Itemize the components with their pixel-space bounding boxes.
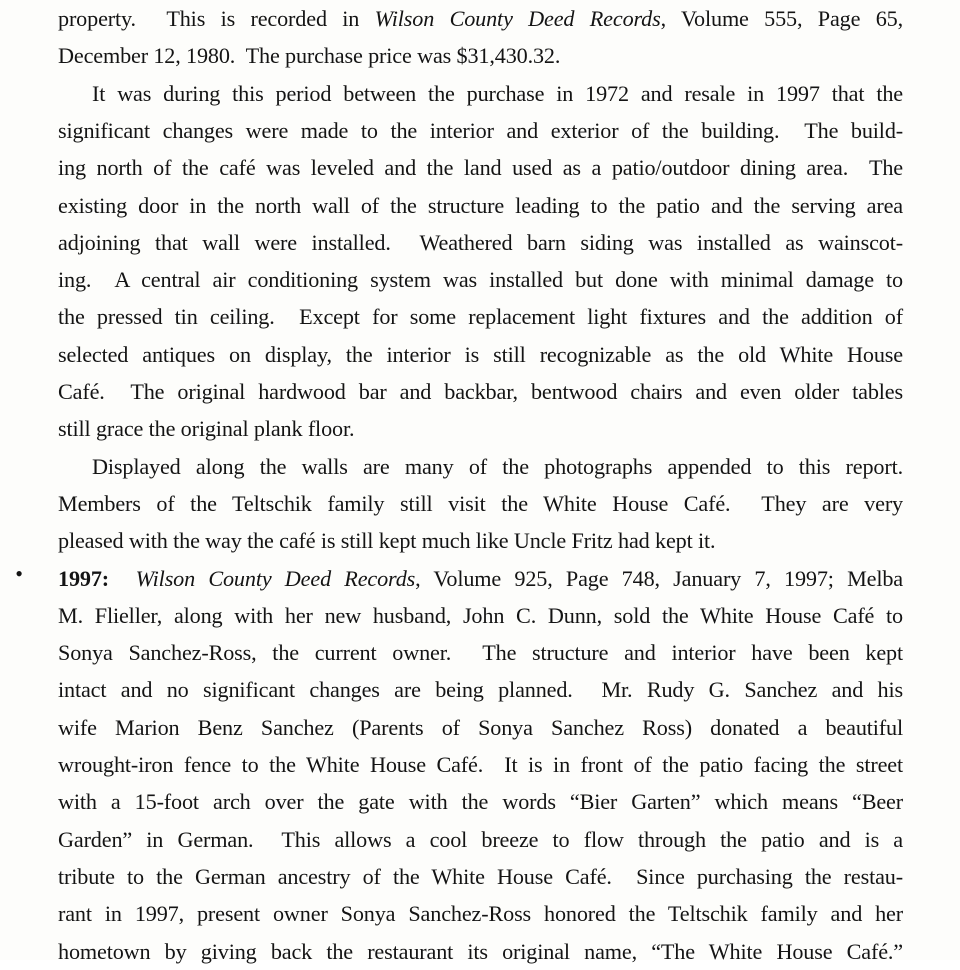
line-text: rant in 1997, present owner Sonya Sanchez-Ross honored the Teltschik family and her	[58, 901, 903, 927]
text-line	[58, 560, 903, 597]
line-text: Garden” in German. This allows a cool breeze to flow through the patio and is a	[58, 826, 903, 852]
line-text: , Volume 555, Page 65,	[660, 6, 903, 31]
line-text: adjoining that wall were installed. Weathered barn siding was installed as wainscot-	[58, 229, 903, 255]
text-line	[58, 149, 903, 186]
line-text: M. Flieller, along with her new husband, John C. Dunn, sold the White House Café to	[58, 602, 903, 628]
line-text: with a 15-foot arch over the gate with the words “Bier Garten” which means “Beer	[58, 789, 903, 815]
line-text: ing. A central air conditioning system was installed but done with minimal damage to	[58, 267, 903, 293]
text-line	[58, 485, 903, 522]
text-line	[58, 858, 903, 895]
text-line	[58, 112, 903, 149]
bold-text: 1997:	[58, 565, 110, 591]
line-text: property. This is recorded in	[58, 6, 375, 31]
line-text: still grace the original plank floor.	[58, 416, 355, 442]
text-line	[58, 895, 903, 932]
italic-text: Wilson County Deed Records	[374, 6, 661, 31]
line-text: selected antiques on display, the interior is still recognizable as the old White House	[58, 341, 903, 367]
line-text: Sonya Sanchez-Ross, the current owner. The structure and interior have been kept	[58, 640, 903, 666]
text-line	[58, 187, 903, 224]
list-bullet: •	[15, 561, 23, 586]
line-text: intact and no significant changes are being planned. Mr. Rudy G. Sanchez and his	[58, 677, 903, 703]
text-line	[58, 821, 903, 858]
text-line	[58, 0, 903, 37]
line-text: December 12, 1980. The purchase price was $31,430.32.	[58, 43, 561, 69]
text-line	[58, 522, 903, 559]
text-line	[58, 224, 903, 261]
text-line	[58, 709, 903, 746]
line-text: wife Marion Benz Sanchez (Parents of Sonya Sanchez Ross) donated a beautiful	[58, 714, 903, 740]
text-line	[58, 746, 903, 783]
text-line	[92, 448, 903, 485]
text-line	[58, 336, 903, 373]
line-text: wrought-iron fence to the White House Café. It is in front of the patio facing the street	[58, 752, 903, 777]
text-line	[58, 671, 903, 708]
text-line	[58, 634, 903, 671]
line-text: Members of the Teltschik family still visit the White House Café. They are very	[58, 490, 903, 516]
text-line	[58, 410, 903, 447]
line-text: , Volume 925, Page 748, January 7, 1997; Melba	[415, 565, 904, 591]
line-text: tribute to the German ancestry of the White House Café. Since purchasing the restau-	[58, 863, 903, 889]
text-line	[58, 298, 903, 335]
text-line	[58, 933, 903, 970]
text-line	[58, 783, 903, 820]
text-line	[58, 597, 903, 634]
line-text: It was during this period between the purchase in 1972 and resale in 1997 that the	[92, 80, 903, 106]
line-text: existing door in the north wall of the structure leading to the patio and the serving area	[58, 192, 903, 218]
line-text: ing north of the café was leveled and the land used as a patio/outdoor dining area. The	[58, 155, 903, 181]
line-text: hometown by giving back the restaurant its original name, “The White House Café.”	[58, 938, 903, 964]
line-text: pleased with the way the café is still kept much like Uncle Fritz had kept it.	[58, 528, 716, 554]
line-text: the pressed tin ceiling. Except for some replacement light fixtures and the addition of	[58, 304, 903, 330]
text-line	[58, 373, 903, 410]
text-line	[92, 75, 903, 112]
line-text: Café. The original hardwood bar and backbar, bentwood chairs and even older tables	[58, 379, 903, 404]
text-line	[58, 37, 903, 74]
line-text: significant changes were made to the interior and exterior of the building. The build-	[58, 117, 903, 143]
italic-text: Wilson County Deed Records	[135, 565, 416, 591]
text-line	[58, 261, 903, 298]
line-text	[109, 566, 136, 591]
line-text: Displayed along the walls are many of the photographs appended to this report.	[92, 453, 903, 479]
